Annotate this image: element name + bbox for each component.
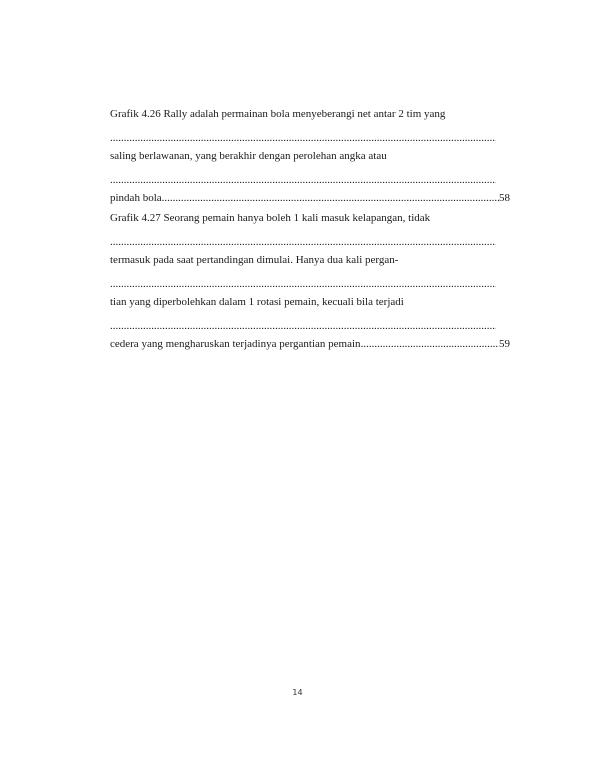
toc-entry-text: pindah bola [110, 192, 162, 204]
table-of-figures [110, 108, 510, 351]
dot-leader-row [110, 236, 496, 249]
toc-entry-text: Grafik 4.26 Rally adalah permainan bola menyeberangi net antar 2 tim yang [110, 108, 446, 120]
toc-page-number: 58 [499, 192, 510, 204]
toc-entry-text: tian yang diperbolehkan dalam 1 rotasi pemain, kecuali bila terjadi [110, 296, 404, 308]
toc-entry-4-27 [110, 212, 510, 351]
page-number: 14 [292, 688, 303, 697]
toc-entry-final-line[interactable] [110, 338, 510, 351]
dot-leader [361, 338, 499, 351]
dot-leader [162, 192, 499, 205]
toc-page-number: 59 [499, 338, 510, 350]
toc-entry-4-26 [110, 108, 510, 205]
toc-entry-text: saling berlawanan, yang berakhir dengan perolehan angka atau [110, 150, 387, 162]
dot-leader-row [110, 320, 496, 333]
dot-leader-row [110, 174, 496, 187]
dot-leader-row [110, 278, 496, 291]
toc-entry-final-line[interactable] [110, 192, 510, 205]
dot-leader-row [110, 132, 496, 145]
toc-entry-text: cedera yang mengharuskan terjadinya pergantian pemain [110, 338, 361, 350]
toc-entry-text: termasuk pada saat pertandingan dimulai. Hanya dua kali pergan- [110, 254, 399, 266]
toc-entry-text: Grafik 4.27 Seorang pemain hanya boleh 1 kali masuk kelapangan, tidak [110, 212, 431, 224]
